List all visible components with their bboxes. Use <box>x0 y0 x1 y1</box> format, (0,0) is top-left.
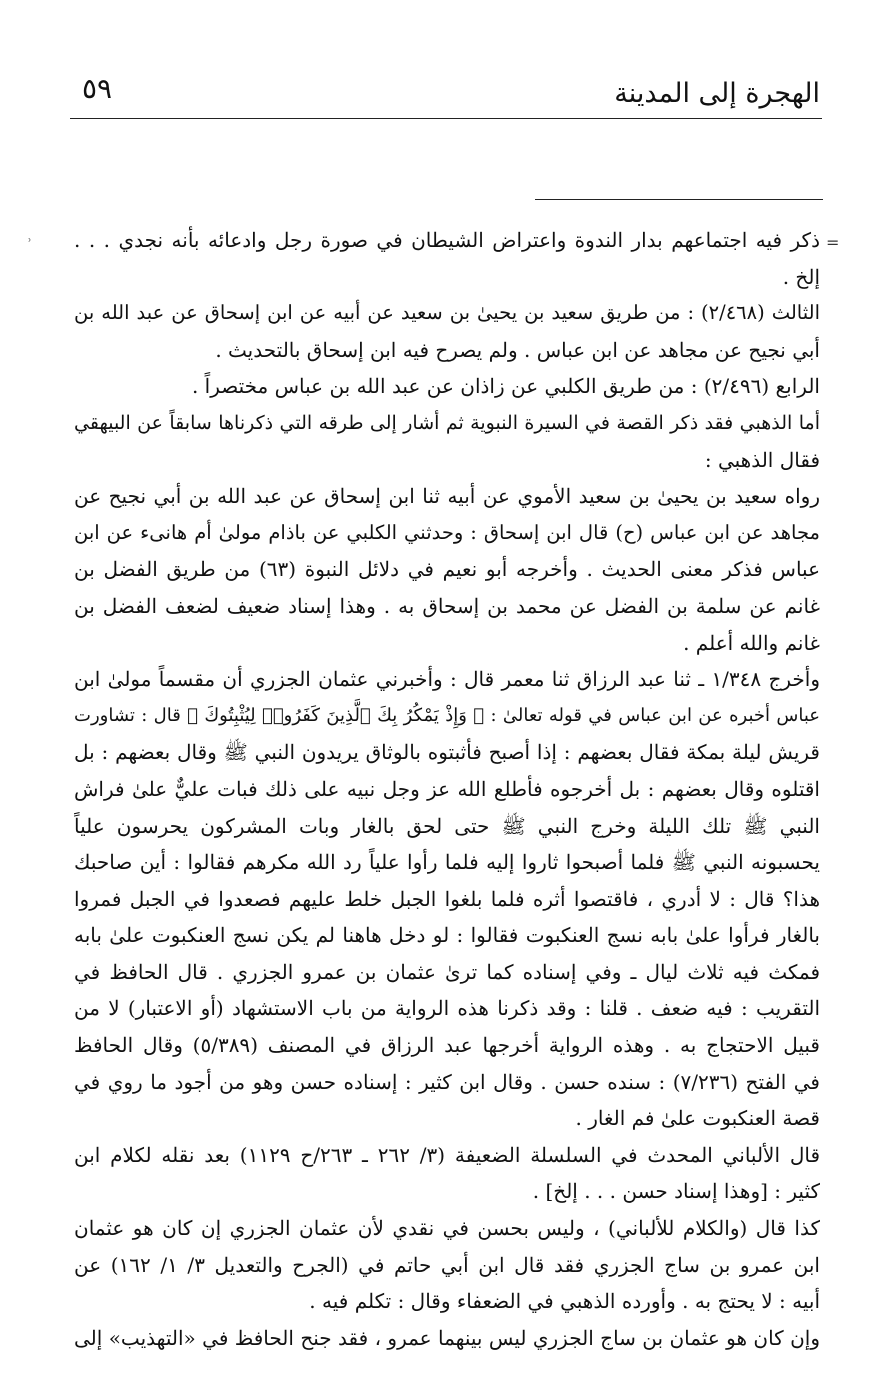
text-line: وأخرج ١/٣٤٨ ـ ثنا عبد الرزاق ثنا معمر قال : وأخبرني عثمان الجزري أن مقسماً مولىٰ ابن <box>74 667 820 692</box>
text-line: الثالث (٢/٤٦٨) : من طريق سعيد بن يحيىٰ بن سعيد عن أبيه عن ابن إسحاق عن عبد الله بن <box>74 301 820 325</box>
margin-mark: ⸒ <box>27 223 32 242</box>
text-line: أما الذهبي فقد ذكر القصة في السيرة النبوية ثم أشار إلى طرقه التي ذكرناها سابقاً عن البيهقي <box>74 411 820 434</box>
text-line: قبيل الاحتجاج به . وهذه الرواية أخرجها عبد الرزاق في المصنف (٥/٣٨٩) وقال الحافظ <box>74 1033 820 1058</box>
text-line: اقتلوه وقال بعضهم : بل أخرجوه فأطلع الله عز وجل نبيه على ذلك فبات عليٌّ علىٰ فراش <box>74 776 820 801</box>
text-line: فمكث فيه ثلاث ليال ـ وفي إسناده كما ترىٰ عثمان بن عمرو الجزري . قال الحافظ في <box>74 959 820 984</box>
text-line: غانم والله أعلم . <box>683 630 820 655</box>
text-line: كذا قال (والكلام للألباني) ، وليس بحسن في نقدي لأن عثمان الجزري إن كان هو عثمان <box>74 1216 820 1241</box>
text-line: بالغار فرأوا علىٰ بابه نسج العنكبوت فقالوا : لو دخل هاهنا لم يكن نسج العنكبوت علىٰ بابه <box>74 923 820 948</box>
page-header <box>70 66 822 119</box>
text-line: ابن عمرو بن ساج الجزري فقد قال ابن أبي حاتم في (الجرح والتعديل ٣/ ١/ ١٦٢) عن <box>74 1252 820 1277</box>
text-line: ذكر فيه اجتماعهم بدار الندوة واعتراض الشيطان في صورة رجل وادعائه بأنه نجدي . . . <box>74 228 820 252</box>
text-line: قال الألباني المحدث في السلسلة الضعيفة (٣/ ٢٦٢ ـ ٢٦٣/ح ١١٢٩) بعد نقله لكلام ابن <box>74 1142 820 1167</box>
text-line: في الفتح (٧/٢٣٦) : سنده حسن . وقال ابن كثير : إسناده حسن وهو من أجود ما روي في <box>74 1069 820 1094</box>
text-line: التقريب : فيه ضعف . قلنا : وقد ذكرنا هذه الرواية من باب الاستشهاد (أو الاعتبار) لا من <box>74 996 820 1021</box>
page-number: ٥٩ <box>82 72 113 105</box>
text-line: قريش ليلة بمكة فقال بعضهم : إذا أصبح فأثبتوه بالوثاق يريدون النبي ﷺ وقال بعضهم : بل <box>74 740 820 765</box>
text-line: قصة العنكبوت علىٰ فم الغار . <box>575 1106 820 1131</box>
text-line: أبي نجيح عن مجاهد عن ابن عباس . ولم يصرح فيه ابن إسحاق بالتحديث . <box>215 337 820 362</box>
footnote-separator-rule <box>535 199 823 200</box>
text-line: أبيه : لا يحتج به . وأورده الذهبي في الضعفاء وقال : تكلم فيه . <box>309 1289 820 1314</box>
text-line: هذا؟ قال : لا أدري ، فاقتصوا أثره فلما بلغوا الجبل خلط عليهم فصعدوا في الجبل فمروا <box>74 886 820 911</box>
text-line: مجاهد عن ابن عباس (ح) قال ابن إسحاق : وحدثني الكلبي عن باذام مولىٰ أم هانىء عن ابن <box>74 520 820 544</box>
text-line: إلخ . <box>782 264 820 289</box>
text-line: فقال الذهبي : <box>704 447 820 472</box>
text-line: الرابع (٢/٤٩٦) : من طريق الكلبي عن زاذان عن عبد الله بن عباس مختصراً . <box>191 374 820 399</box>
footnote-body-text <box>74 222 820 1356</box>
text-line: غانم عن سلمة بن الفضل عن محمد بن إسحاق به . وهذا إسناد ضعيف لضعف الفضل بن <box>74 593 820 618</box>
text-line: النبي ﷺ تلك الليلة وخرج النبي ﷺ حتى لحق بالغار وبات المشركون يحرسون علياً <box>74 813 820 838</box>
text-line: وإن كان هو عثمان بن ساج الجزري ليس بينهما عمرو ، فقد جنح الحافظ في «التهذيب» إلى <box>74 1325 820 1350</box>
text-line: كثير : [وهذا إسناد حسن . . . إلخ] . <box>532 1179 820 1204</box>
text-line: عباس فذكر معنى الحديث . وأخرجه أبو نعيم في دلائل النبوة (٦٣) من طريق الفضل بن <box>74 557 820 582</box>
footnote-marker: = <box>826 233 840 252</box>
text-line: يحسبونه النبي ﷺ فلما أصبحوا ثاروا إليه فلما رأوا علياً رد الله مكرهم فقالوا : أين صاحبك <box>74 850 820 875</box>
running-title: الهجرة إلى المدينة <box>614 78 820 109</box>
text-line: رواه سعيد بن يحيىٰ بن سعيد الأموي عن أبيه ثنا ابن إسحاق عن عبد الله بن أبي نجيح عن <box>74 484 820 509</box>
text-line: عباس أخبره عن ابن عباس في قوله تعالىٰ : ﴿ وَإِذْ يَمْكُرُ بِكَ ٱلَّذِينَ كَفَرُوا۟ لِيُثْبِتُوكَ ﴾ قال : تشاورت <box>74 704 820 726</box>
